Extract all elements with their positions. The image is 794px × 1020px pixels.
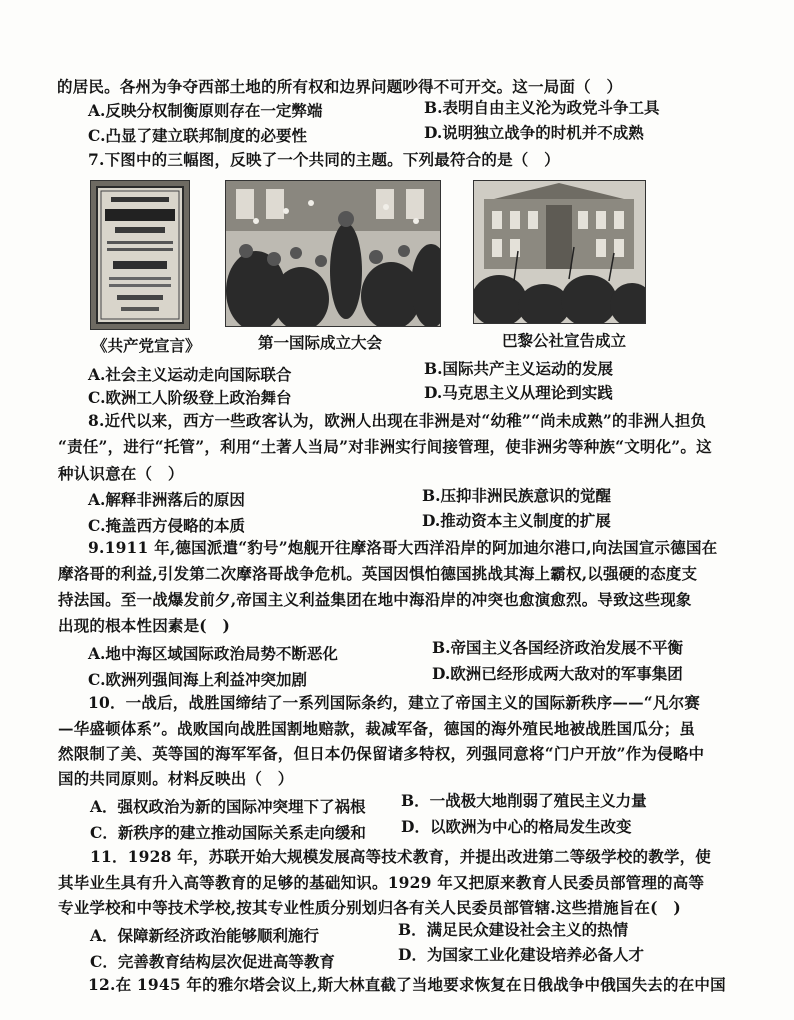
q11-option-d[interactable]: D．为国家工业化建设培养必备人才 [398,945,644,964]
q9-option-d[interactable]: D.欧洲已经形成两大敌对的军事集团 [432,664,683,683]
caption-paris-commune: 巴黎公社宣告成立 [502,331,627,350]
q9-line-1: 9.1911 年,德国派遣“豹号”炮舰开往摩洛哥大西洋沿岸的阿加迪尔港口,向法国宣示德国在 [88,538,718,557]
q10-line-4: 国的共同原则。材料反映出（ ） [58,769,294,788]
q7-option-d[interactable]: D.马克思主义从理论到实践 [424,383,613,402]
q6-option-b[interactable]: B.表明自由主义沦为政党斗争工具 [424,98,660,117]
q8-option-b[interactable]: B.压抑非洲民族意识的觉醒 [422,486,611,505]
q9-line-2: 摩洛哥的利益,引发第二次摩洛哥战争危机。英国因惧怕德国挑战其海上霸权,以强硬的态度支 [58,564,698,583]
q11-line-2: 其毕业生具有升入高等教育的足够的基础知识。1929 年又把原来教育人民委员部管理的高等 [58,873,705,892]
q9-option-c[interactable]: C.欧洲列强间海上利益冲突加剧 [88,670,307,689]
q6-option-a[interactable]: A.反映分权制衡原则存在一定弊端 [88,101,323,120]
first-international-image [225,180,441,327]
q10-option-d[interactable]: D．以欧洲为中心的格局发生改变 [401,817,632,836]
q7-option-a[interactable]: A.社会主义运动走向国际联合 [88,365,292,384]
q10-line-1: 10．一战后，战胜国缔结了一系列国际条约，建立了帝国主义的国际新秩序——“凡尔赛 [88,693,700,712]
q6-option-c[interactable]: C.凸显了建立联邦制度的必要性 [88,126,307,145]
q11-line-3: 专业学校和中等技术学校,按其专业性质分别划归各有关人民委员部管辖.这些措施旨在( ) [58,898,681,917]
q11-option-a[interactable]: A．保障新经济政治能够顺利施行 [90,926,320,945]
caption-manifesto: 《共产党宣言》 [92,336,201,355]
q7-stem: 7.下图中的三幅图，反映了一个共同的主题。下列最符合的是（ ） [88,150,560,169]
q8-line-3: 种认识意在（ ） [58,464,184,483]
q10-option-b[interactable]: B．一战极大地削弱了殖民主义力量 [401,791,647,810]
q8-line-2: “责任”，进行“托管”，利用“土著人当局”对非洲实行间接管理，使非洲劣等种族“文明化”。这 [58,437,712,456]
q6-option-d[interactable]: D.说明独立战争的时机并不成熟 [424,123,644,142]
q9-line-4: 出现的根本性因素是( ) [58,616,231,635]
q9-option-a[interactable]: A.地中海区域国际政治局势不断恶化 [88,644,338,663]
q10-option-c[interactable]: C．新秩序的建立推动国际关系走向缓和 [90,823,366,842]
q11-option-c[interactable]: C．完善教育结构层次促进高等教育 [90,952,335,971]
q12-line-1: 12.在 1945 年的雅尔塔会议上,斯大林直截了当地要求恢复在日俄战争中俄国失去的在中国 [88,975,726,994]
q7-option-b[interactable]: B.国际共产主义运动的发展 [424,359,613,378]
paris-commune-image [473,180,646,324]
q9-option-b[interactable]: B.帝国主义各国经济政治发展不平衡 [432,638,683,657]
caption-first-international: 第一国际成立大会 [258,333,383,352]
q10-line-2: —华盛顿体系”。战败国向战胜国割地赔款，裁减军备，德国的海外殖民地被战胜国瓜分；虽 [58,719,696,738]
q11-line-1: 11．1928 年，苏联开始大规模发展高等技术教育，并提出改进第二等级学校的教学，使 [90,847,712,866]
q11-option-b[interactable]: B．满足民众建设社会主义的热情 [398,920,629,939]
q6-stem-tail: 的居民。各州为争夺西部土地的所有权和边界问题吵得不可开交。这一局面（ ） [57,77,623,96]
q10-line-3: 然限制了美、英等国的海军军备，但日本仍保留诸多特权，列强同意将“门户开放”作为侵略中 [58,744,705,763]
q8-option-a[interactable]: A.解释非洲落后的原因 [88,490,245,509]
q8-line-1: 8.近代以来，西方一些政客认为，欧洲人出现在非洲是对“幼稚”“尚未成熟”的非洲人担负 [88,411,707,430]
q7-option-c[interactable]: C.欧洲工人阶级登上政治舞台 [88,388,292,407]
q8-option-c[interactable]: C.掩盖西方侵略的本质 [88,516,245,535]
q8-option-d[interactable]: D.推动资本主义制度的扩展 [422,511,611,530]
q10-option-a[interactable]: A．强权政治为新的国际冲突埋下了祸根 [90,797,366,816]
q9-line-3: 持法国。至一战爆发前夕,帝国主义利益集团在地中海沿岸的冲突也愈演愈烈。导致这些现象 [58,590,692,609]
communist-manifesto-image [90,180,190,330]
